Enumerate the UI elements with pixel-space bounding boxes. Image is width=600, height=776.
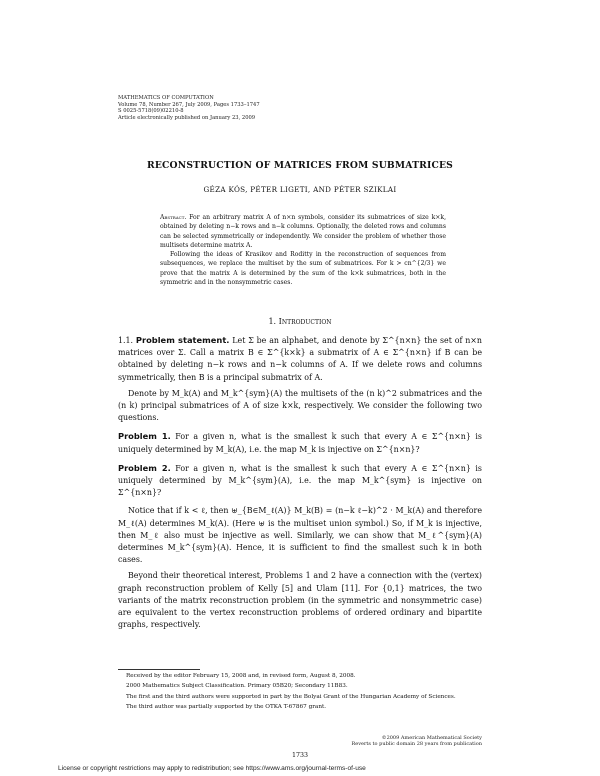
footnote-msc: 2000 Mathematics Subject Classification. Primary 05B20; Secondary 11B83.: [126, 683, 348, 690]
subsection-title: Problem statement.: [135, 335, 230, 345]
body-text: [118, 334, 482, 635]
journal-volume: Volume 78, Number 267, July 2009, Pages 1733–1747: [118, 101, 260, 108]
paragraph-4: Beyond their theoretical interest, Problems 1 and 2 have a connection with the (vertex) graph reconstruction problem of Kelly [5] and Ulam [11]. For {0,1} matrices, the two variants of the matrix reconstruction problem (in the symmetric and nonsymmetric case) are equivalent to the vertex reconstruction problems of ordered ordinary and bipartite graphs, respectively.: [118, 571, 482, 630]
problem-1-text: For a given n, what is the smallest k such that every A ∈ Σ^{n×n} is uniquely determined by M_k(A), i.e. the map M_k is injective on Σ^{n×n}?: [118, 432, 482, 454]
copyright-line-2: Reverts to public domain 28 years from publication: [351, 741, 482, 748]
paragraph-3: Notice that if k < ℓ, then ⊎_{B∈M_ℓ(A)} M_k(B) = (n−k ℓ−k)^2 · M_k(A) and therefore M_ℓ(A) determines M_k(A). (Here ⊎ is the multiset union symbol.) So, if M_k is injective, then M_ℓ also must be injective as well. Similarly, we can show that M_ℓ^{sym}(A) determines M_k^{sym}(A). Hence, it is sufficient to find the smallest such k in both cases.: [118, 506, 482, 565]
problem-1: [118, 430, 482, 455]
journal-header: [118, 95, 260, 121]
problem-1-label: Problem 1.: [118, 431, 171, 442]
abstract-label: Abstract.: [160, 214, 187, 221]
footnote-rule: [118, 669, 200, 670]
journal-epub-date: Article electronically published on January 23, 2009: [118, 114, 256, 121]
paper-title: RECONSTRUCTION OF MATRICES FROM SUBMATRICES: [146, 160, 453, 171]
problem-2-text: For a given n, what is the smallest k such that every A ∈ Σ^{n×n} is uniquely determined by M_k^{sym}(A), i.e. the map M_k^{sym} is injective on Σ^{n×n}?: [118, 463, 482, 498]
copyright-notice: [296, 735, 482, 748]
footnote-grant-1: The first and the third authors were supported in part by the Bolyai Grant of the Hungarian Academy of Sciences.: [126, 693, 456, 700]
license-notice: License or copyright restrictions may apply to redistribution; see https://www.ams.org/journal-terms-of-use: [58, 765, 366, 772]
subsection-number: 1.1.: [118, 336, 134, 345]
section-number: 1.: [268, 317, 277, 326]
paper-authors: GÉZA KÓS, PÉTER LIGETI, AND PÉTER SZIKLAI: [203, 185, 397, 194]
footnotes: [118, 672, 482, 714]
copyright-line-1: ©2009 American Mathematical Society: [381, 735, 482, 741]
section-heading: [0, 317, 600, 326]
page-number: 1733: [291, 752, 309, 759]
journal-issn: S 0025-5718(09)02210-8: [118, 108, 184, 115]
paragraph-2: Denote by M_k(A) and M_k^{sym}(A) the multisets of the (n k)^2 submatrices and the (n k) principal submatrices of A of size k×k, respectively. We consider the following two questions.: [118, 388, 482, 423]
paragraph-problem-statement: [118, 334, 482, 384]
footnote-received: Received by the editor February 15, 2008 and, in revised form, August 8, 2008.: [126, 673, 356, 679]
abstract-paragraph-2: Following the ideas of Krasikov and Roditty in the reconstruction of sequences from subsequences, we replace the multiset by the sum of submatrices. For k > cn^{2/3} we prove that the matrix A is determined by the sum of the k×k submatrices, both in the symmetric and in the nonsymmetric cases.: [160, 251, 446, 287]
abstract-text-1: For an arbitrary matrix A of n×n symbols, consider its submatrices of size k×k, obtained by deleting n−k rows and n−k columns. Optionally, the deleted rows and columns can be selected symmetrically or independently. We consider the problem of whether those multisets determine matrix A.: [160, 214, 446, 249]
abstract-paragraph-1: [160, 213, 446, 250]
journal-name: MATHEMATICS OF COMPUTATION: [118, 95, 214, 101]
abstract: [160, 213, 446, 287]
problem-2: [118, 462, 482, 500]
paragraph-1-text: Let Σ be an alphabet, and denote by Σ^{n×n} the set of n×n matrices over Σ. Call a matrix B ∈ Σ^{k×k} a submatrix of A ∈ Σ^{n×n} if B can be obtained by deleting n−k rows and n−k columns of A. If we delete rows and columns symmetrically, then B is a principal submatrix of A.: [118, 336, 482, 382]
problem-2-label: Problem 2.: [118, 462, 171, 473]
footnote-grant-2: The third author was partially supported by the OTKA T-67867 grant.: [126, 704, 327, 711]
section-title: Introduction: [278, 317, 332, 326]
